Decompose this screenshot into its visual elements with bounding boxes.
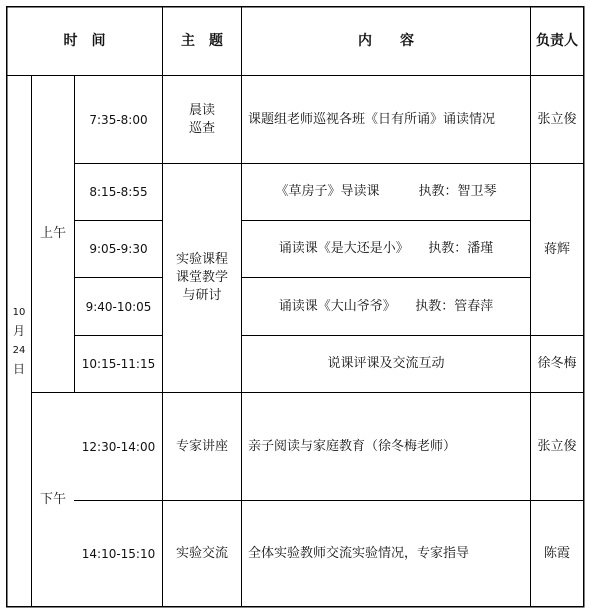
- row-topic: 实验课程 课堂教学 与研讨: [175, 252, 228, 303]
- row-content: 亲子阅读与家庭教育（徐冬梅老师）: [248, 438, 457, 454]
- date-month: 10: [12, 307, 26, 318]
- row-time: 8:15-8:55: [89, 185, 148, 199]
- row-owner: 张立俊: [537, 438, 577, 454]
- row-owner: 蒋辉: [543, 241, 570, 257]
- row-owner: 陈霞: [543, 545, 570, 561]
- row-time: 14:10-15:10: [81, 546, 156, 561]
- row-topic: 实验交流: [175, 545, 228, 561]
- row-topic: 专家讲座: [175, 438, 228, 454]
- row-time: 9:40-10:05: [85, 299, 152, 314]
- row-owner: 张立俊: [537, 111, 577, 127]
- row-time: 9:05-9:30: [89, 242, 148, 256]
- header-topic: 主 题: [181, 33, 223, 49]
- row-owner: 徐冬梅: [537, 356, 577, 371]
- row-content: 《草房子》导读课 执教：智卫琴: [275, 184, 497, 199]
- row-content: 诵读课《是大还是小》 执教：潘瑾: [278, 241, 494, 256]
- row-topic: 晨读 巡查: [188, 102, 215, 136]
- date-month-char: 月: [12, 324, 25, 338]
- date-cell: [7, 76, 31, 606]
- date-day-char: 日: [12, 362, 25, 376]
- date-day: 24: [12, 345, 26, 356]
- period-afternoon: 下午: [39, 491, 66, 507]
- header-content: 内 容: [358, 33, 414, 49]
- row-content: 全体实验教师交流实验情况，专家指导: [248, 545, 470, 561]
- row-content: 课题组老师巡视各班《日有所诵》诵读情况: [248, 111, 496, 127]
- row-time: 10:15-11:15: [81, 357, 156, 371]
- header-owner: 负责人: [536, 33, 578, 49]
- row-time: 7:35-8:00: [89, 112, 148, 127]
- row-content: 诵读课《大山爷爷》 执教：管春萍: [278, 298, 494, 314]
- period-morning: 上午: [39, 226, 66, 241]
- header-time: 时 间: [63, 33, 106, 49]
- row-content: 说课评课及交流互动: [327, 356, 445, 371]
- row-time: 12:30-14:00: [81, 439, 156, 454]
